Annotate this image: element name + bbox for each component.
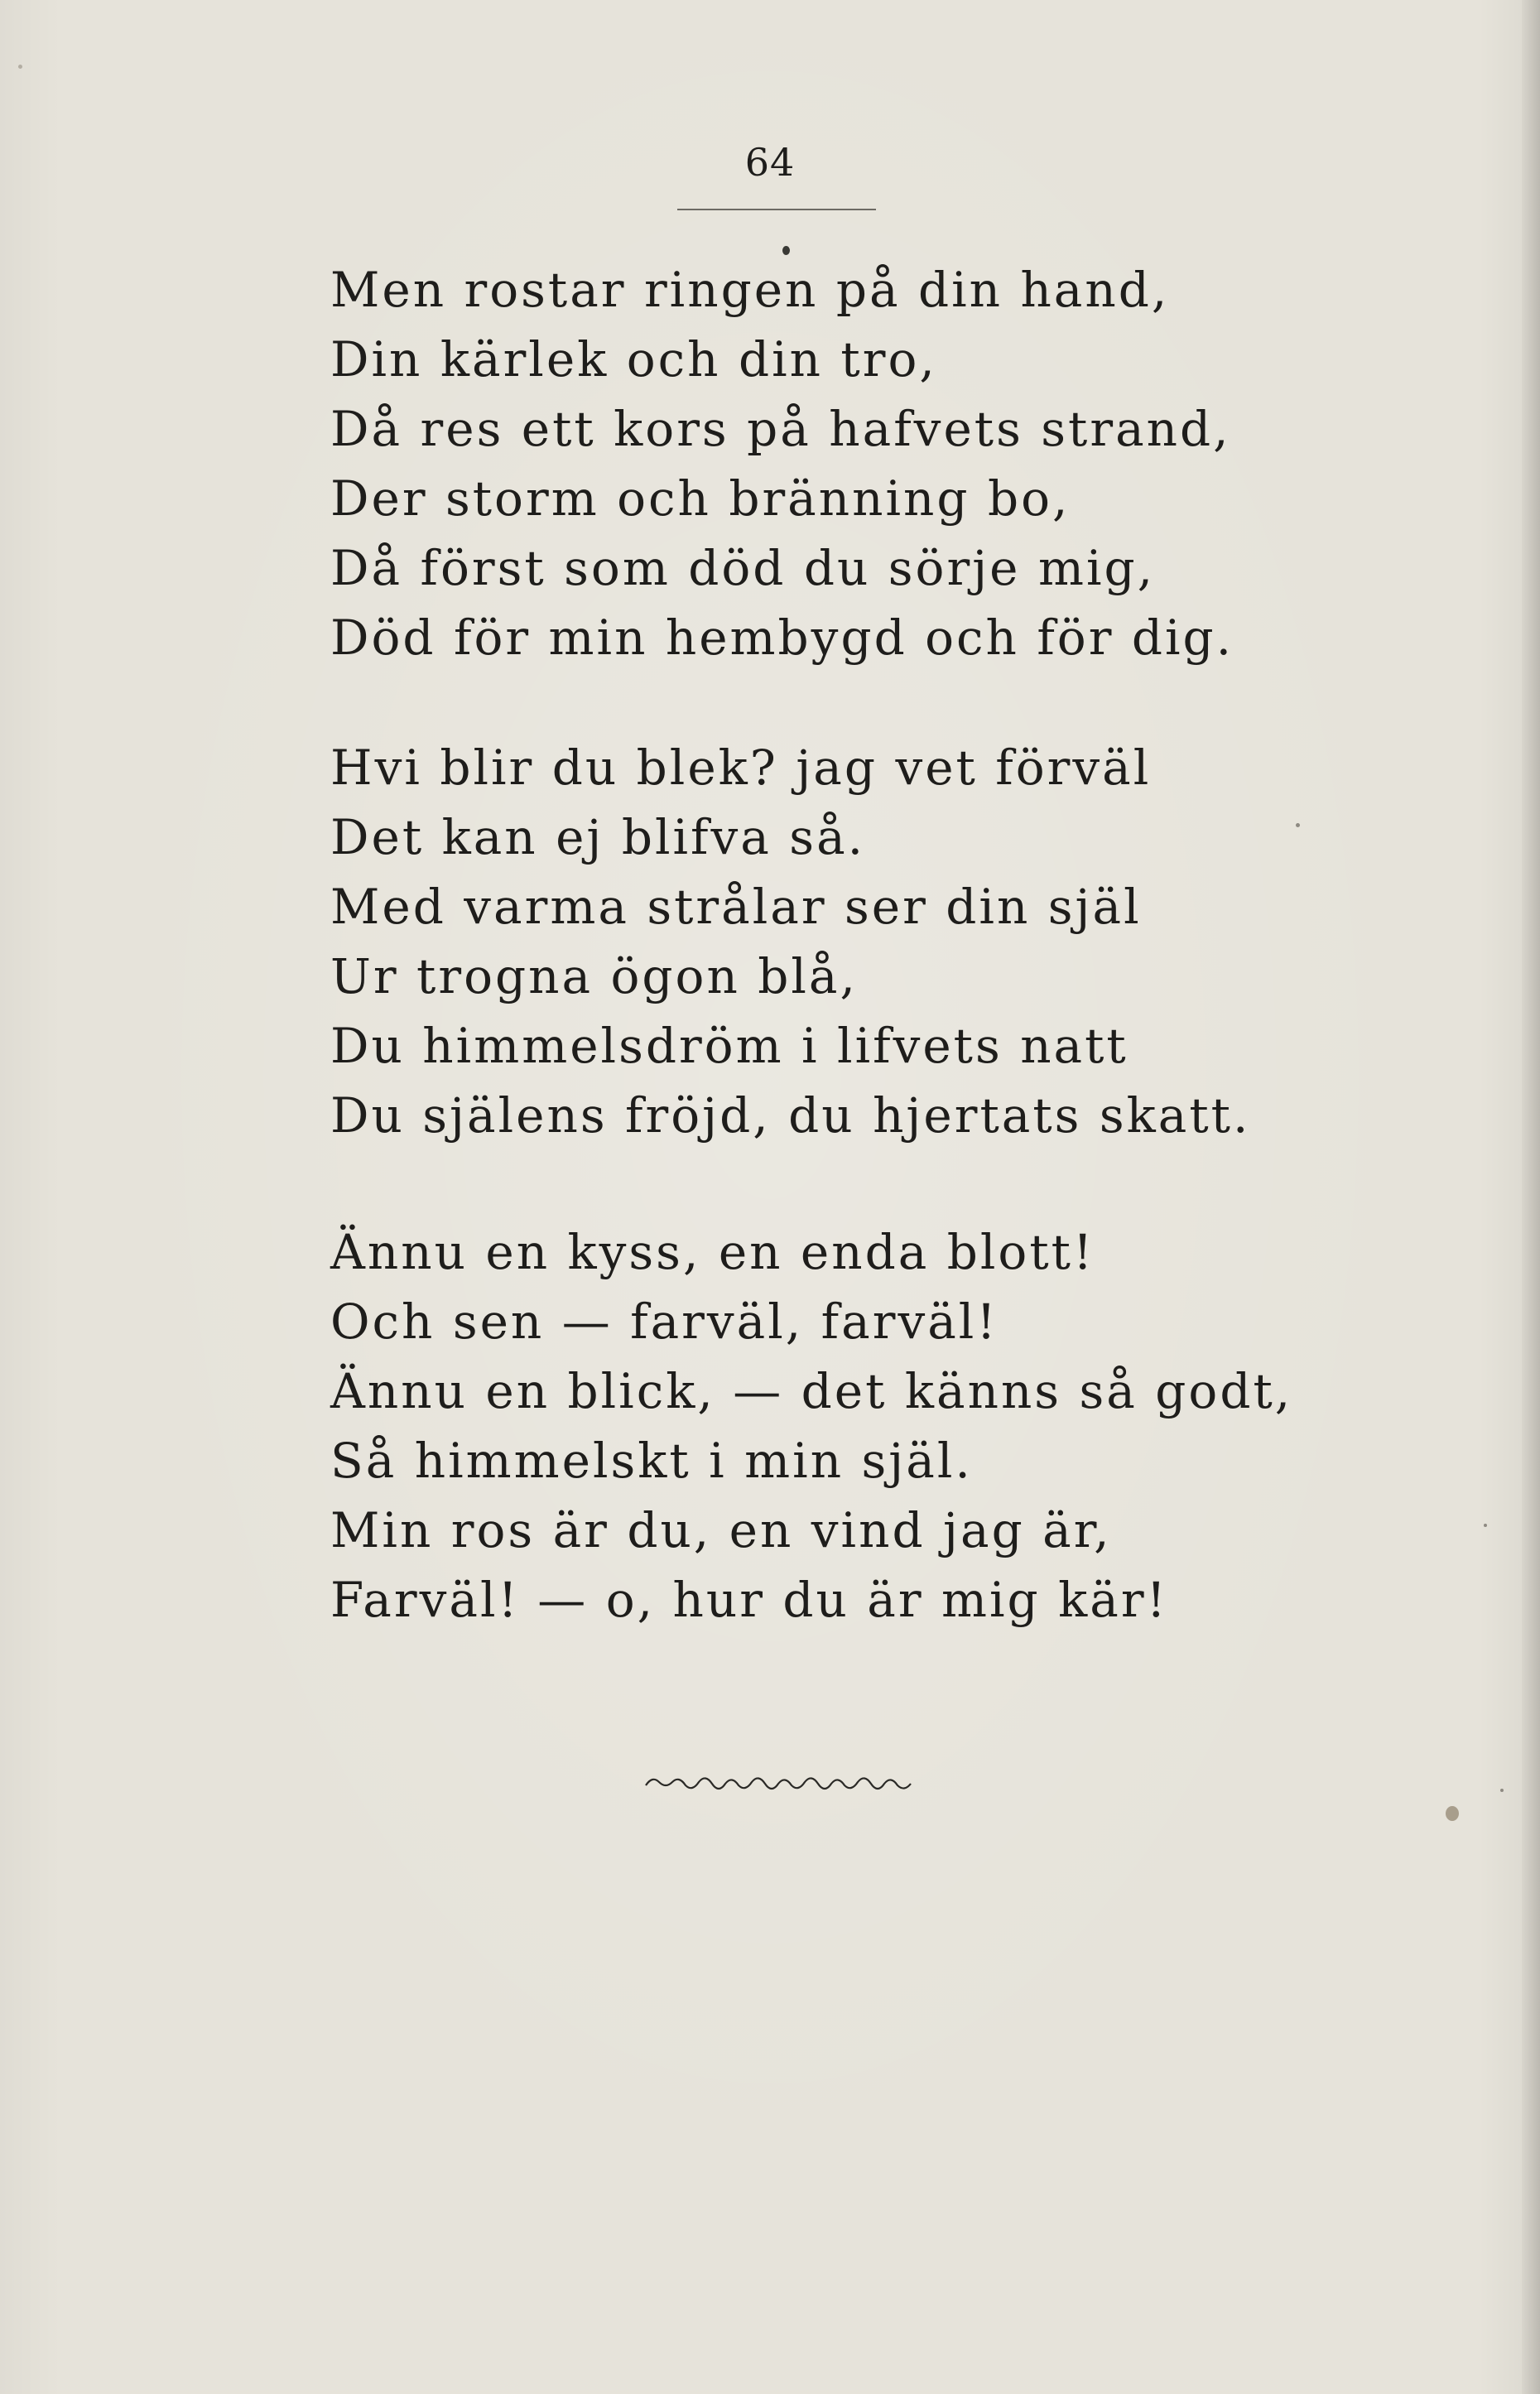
header-rule	[677, 209, 876, 210]
paper-speck	[1296, 823, 1300, 827]
paper-speck	[1500, 1789, 1504, 1792]
verse-line: Du själens fröjd, du hjertats skatt.	[330, 1087, 1251, 1144]
paper-speck	[1446, 1806, 1459, 1821]
paper-speck	[18, 65, 22, 69]
verse-line: Ännu en kyss, en enda blott!	[330, 1224, 1095, 1280]
verse-line: Ännu en blick, — det känns så godt,	[330, 1363, 1293, 1419]
verse-line: Död för min hembygd och för dig.	[330, 609, 1234, 666]
stanza-2	[330, 733, 1324, 1150]
verse-line: Du himmelsdröm i lifvets natt	[330, 1018, 1129, 1074]
verse-line: Då res ett kors på hafvets strand,	[330, 401, 1231, 457]
verse-line: Hvi blir du blek? jag vet förväl	[330, 739, 1152, 796]
verse-line: Och sen — farväl, farväl!	[330, 1293, 999, 1350]
verse-line: Så himmelskt i min själ.	[330, 1433, 973, 1489]
verse-line: Då först som död du sörje mig,	[330, 540, 1156, 596]
verse-line: Din kärlek och din tro,	[330, 331, 937, 388]
page-edge-shadow	[1522, 0, 1540, 2394]
paper-speck	[1484, 1524, 1487, 1527]
page-number: 64	[744, 140, 796, 185]
verse-line: Der storm och bränning bo,	[330, 470, 1071, 527]
verse-line: Med varma strålar ser din själ	[330, 879, 1142, 935]
paper-speck	[782, 246, 790, 255]
stanza-3	[330, 1217, 1324, 1635]
verse-line: Ur trogna ögon blå,	[330, 948, 858, 1004]
wavy-ornament-icon	[644, 1770, 913, 1795]
verse-line: Min ros är du, en vind jag är,	[330, 1502, 1112, 1558]
verse-line: Det kan ej blifva så.	[330, 809, 866, 865]
verse-line: Men rostar ringen på din hand,	[330, 262, 1170, 318]
stanza-1	[330, 255, 1324, 672]
verse-line: Farväl! — o, hur du är mig kär!	[330, 1572, 1168, 1628]
